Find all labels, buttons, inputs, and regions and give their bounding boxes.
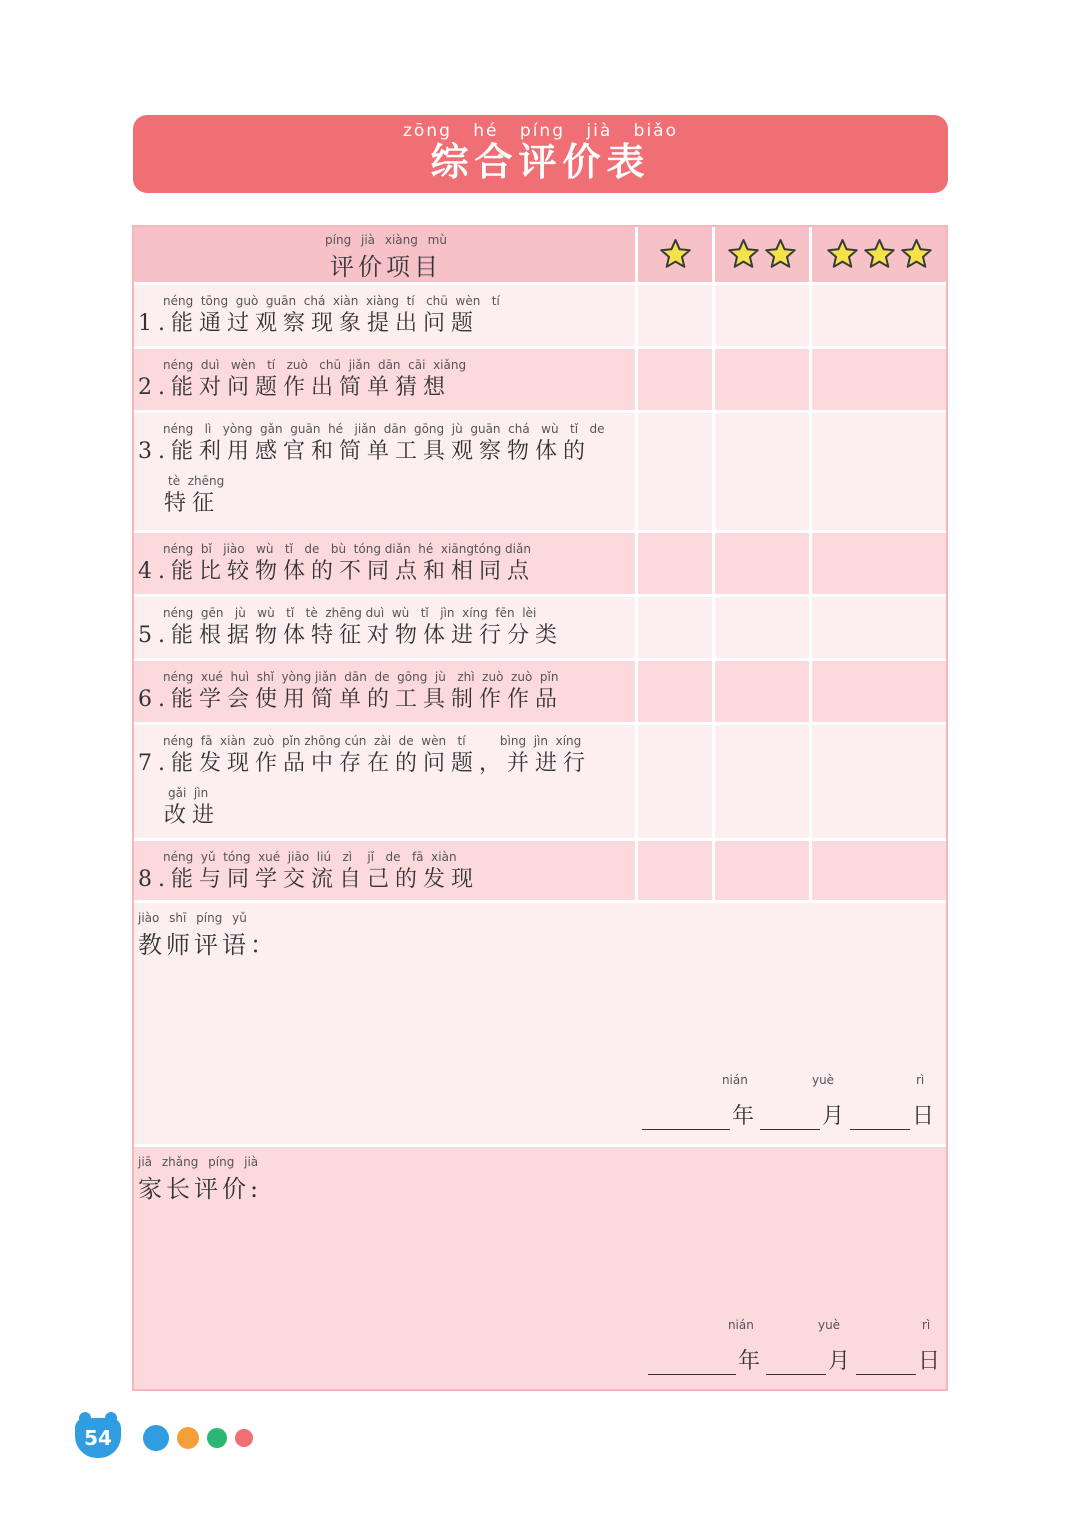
day-pinyin: rì xyxy=(915,1073,925,1087)
item-text: 1.能通过观察现象提出问题 xyxy=(138,311,479,336)
item-text: 8.能与同学交流自己的发现 xyxy=(138,867,479,892)
table-row xyxy=(134,725,946,841)
star-icon xyxy=(659,238,692,271)
star-icon xyxy=(727,238,760,271)
green-dot-icon xyxy=(207,1428,227,1448)
page-title: 综合评价表 xyxy=(430,139,651,184)
rating-cell-two-stars[interactable] xyxy=(715,349,812,410)
item-pinyin: néng duì wèn tí zuò chū jiǎn dān cāi xiǎng xyxy=(163,358,467,372)
page-footer xyxy=(75,1418,253,1458)
table-row xyxy=(134,533,946,597)
rating-cell-one-star[interactable] xyxy=(638,413,715,530)
rating-cell-one-star[interactable] xyxy=(638,725,715,838)
rating-cell-three-stars[interactable] xyxy=(812,661,946,722)
rating-cell-two-stars[interactable] xyxy=(715,725,812,838)
year-label: 年 xyxy=(737,1349,760,1374)
parent-comment-label: 家长评价: xyxy=(138,1175,263,1203)
rating-cell-two-stars[interactable] xyxy=(715,841,812,900)
rating-cell-one-star[interactable] xyxy=(638,597,715,658)
item-text: 5.能根据物体特征对物体进行分类 xyxy=(138,623,563,648)
item-pinyin: néng lì yòng gǎn guān hé jiǎn dān gōng jù guān chá wù tǐ de xyxy=(163,422,605,436)
item-text: 3.能利用感官和简单工具观察物体的 xyxy=(138,439,591,464)
teacher-year-blank[interactable] xyxy=(642,1106,730,1130)
year-pinyin: nián xyxy=(727,1318,754,1332)
item-pinyin: néng gēn jù wù tǐ tè zhēng duì wù tǐ jìn xíng fēn lèi xyxy=(163,606,537,620)
month-pinyin: yuè xyxy=(817,1318,841,1332)
rating-cell-two-stars[interactable] xyxy=(715,285,812,346)
item-pinyin: néng yǔ tóng xué jiāo liú zì jǐ de fā xiàn xyxy=(163,850,457,864)
item-cell xyxy=(134,597,638,658)
rating-cell-one-star[interactable] xyxy=(638,841,715,900)
rating-three-stars-header xyxy=(812,227,946,282)
month-label: 月 xyxy=(821,1104,844,1129)
red-dot-icon xyxy=(235,1429,253,1447)
rating-cell-three-stars[interactable] xyxy=(812,413,946,530)
rating-cell-three-stars[interactable] xyxy=(812,597,946,658)
star-icon xyxy=(900,238,933,271)
table-row xyxy=(134,413,946,533)
teacher-month-blank[interactable] xyxy=(760,1106,820,1130)
parent-comment-pinyin: jiā zhǎng píng jià xyxy=(138,1155,259,1169)
star-icon xyxy=(764,238,797,271)
rating-cell-two-stars[interactable] xyxy=(715,597,812,658)
item-cell xyxy=(134,285,638,346)
year-pinyin: nián xyxy=(721,1073,748,1087)
item-text: 2.能对问题作出简单猜想 xyxy=(138,375,451,400)
item-pinyin: gǎi jìn xyxy=(168,786,209,800)
day-label: 日 xyxy=(917,1349,940,1374)
item-cell xyxy=(134,349,638,410)
rating-cell-two-stars[interactable] xyxy=(715,661,812,722)
rating-cell-one-star[interactable] xyxy=(638,285,715,346)
teacher-day-blank[interactable] xyxy=(850,1106,910,1130)
teacher-comment-section xyxy=(134,903,946,1147)
teacher-date xyxy=(642,1073,934,1130)
day-pinyin: rì xyxy=(921,1318,931,1332)
teacher-comment-label: 教师评语： xyxy=(138,931,278,959)
item-pinyin: néng fā xiàn zuò pǐn zhōng cún zài de wèn tí bìng jìn xíng xyxy=(163,734,582,748)
item-cell xyxy=(134,413,638,530)
parent-year-blank[interactable] xyxy=(648,1351,736,1375)
item-pinyin: néng xué huì shǐ yòng jiǎn dān de gōng jù zhì zuò zuò pǐn xyxy=(163,670,559,684)
item-text: 4.能比较物体的不同点和相同点 xyxy=(138,559,535,584)
title-pinyin: zōng hé píng jià biǎo xyxy=(402,121,678,141)
table-row xyxy=(134,597,946,661)
item-cell xyxy=(134,841,638,900)
item-text: 7.能发现作品中存在的问题，并进行 xyxy=(138,751,591,776)
month-label: 月 xyxy=(827,1349,850,1374)
header-pinyin: píng jià xiàng mù xyxy=(325,233,447,247)
item-text: 特征 xyxy=(164,491,221,516)
star-icon xyxy=(863,238,896,271)
month-pinyin: yuè xyxy=(811,1073,835,1087)
rating-cell-three-stars[interactable] xyxy=(812,285,946,346)
parent-date xyxy=(648,1318,940,1375)
rating-cell-three-stars[interactable] xyxy=(812,841,946,900)
rating-cell-one-star[interactable] xyxy=(638,349,715,410)
rating-one-star-header xyxy=(638,227,715,282)
item-cell xyxy=(134,661,638,722)
item-cell xyxy=(134,533,638,594)
rating-cell-two-stars[interactable] xyxy=(715,533,812,594)
item-cell xyxy=(134,725,638,838)
rating-cell-one-star[interactable] xyxy=(638,661,715,722)
table-row xyxy=(134,661,946,725)
item-text: 6.能学会使用简单的工具制作作品 xyxy=(138,687,563,712)
parent-day-blank[interactable] xyxy=(856,1351,916,1375)
orange-dot-icon xyxy=(177,1427,199,1449)
day-label: 日 xyxy=(911,1104,934,1129)
teacher-comment-pinyin: jiào shī píng yǔ xyxy=(138,911,247,925)
item-pinyin: tè zhēng xyxy=(168,474,225,488)
page-number-badge: 54 xyxy=(75,1418,121,1458)
rating-two-stars-header xyxy=(715,227,812,282)
table-row xyxy=(134,285,946,349)
rating-cell-three-stars[interactable] xyxy=(812,349,946,410)
item-text: 改进 xyxy=(164,803,221,828)
year-label: 年 xyxy=(731,1104,754,1129)
table-header-row xyxy=(134,227,946,285)
parent-month-blank[interactable] xyxy=(766,1351,826,1375)
page-title-banner xyxy=(133,115,948,193)
parent-comment-section xyxy=(134,1147,946,1389)
header-item-cell xyxy=(134,227,638,282)
rating-cell-two-stars[interactable] xyxy=(715,413,812,530)
table-row xyxy=(134,841,946,903)
item-pinyin: néng bǐ jiào wù tǐ de bù tóng diǎn hé xiāngtóng diǎn xyxy=(163,542,531,556)
rating-cell-three-stars[interactable] xyxy=(812,533,946,594)
item-pinyin: néng tōng guò guān chá xiàn xiàng tí chū wèn tí xyxy=(163,294,500,308)
star-icon xyxy=(826,238,859,271)
rating-cell-three-stars[interactable] xyxy=(812,725,946,838)
table-row xyxy=(134,349,946,413)
header-title: 评价项目 xyxy=(330,253,442,281)
blue-dot-icon xyxy=(143,1425,169,1451)
evaluation-table xyxy=(132,225,948,1391)
rating-cell-one-star[interactable] xyxy=(638,533,715,594)
